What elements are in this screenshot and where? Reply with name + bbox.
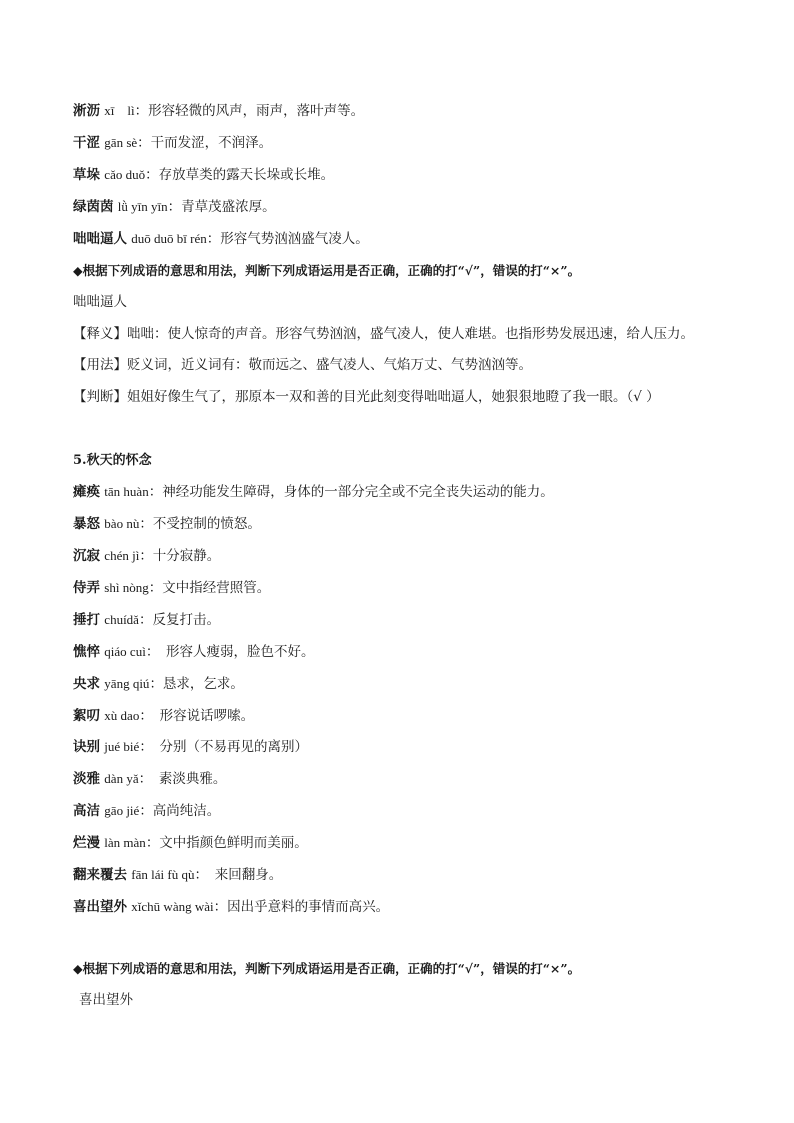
vocab-entry	[73, 802, 220, 820]
vocab-term: 捶打	[73, 612, 100, 628]
vocab-entry	[73, 707, 254, 725]
vocab-entry	[73, 898, 389, 916]
vocab-pinyin: xǐchū wàng wài	[131, 899, 214, 914]
vocab-definition: ：存放草类的露天长垛或长堆。	[145, 167, 335, 183]
vocab-pinyin: gāo jié	[104, 803, 140, 818]
vocab-definition: ： 分别（不易再见的离别）	[139, 739, 309, 755]
vocab-entry	[73, 770, 226, 788]
vocab-term: 沉寂	[73, 548, 100, 564]
vocab-definition: ： 来回翻身。	[194, 867, 283, 883]
vocab-pinyin: bào nù	[104, 516, 140, 531]
vocab-pinyin: yāng qiú	[104, 676, 150, 691]
vocab-entry	[73, 166, 334, 184]
vocab-pinyin: gān sè	[104, 135, 138, 150]
vocab-definition: ： 素淡典雅。	[138, 771, 227, 787]
vocab-entry	[73, 102, 364, 120]
vocab-definition: ：不受控制的愤怒。	[139, 516, 261, 532]
vocab-term: 暴怒	[73, 516, 100, 532]
vocab-term: 央求	[73, 676, 100, 692]
exercise-instruction: ◆根据下列成语的意思和用法，判断下列成语运用是否正确，正确的打“√”，错误的打“×”。	[73, 961, 581, 976]
vocab-pinyin: shì nòng	[104, 580, 149, 595]
vocab-definition: ：因出乎意料的事情而高兴。	[213, 899, 390, 915]
vocab-entry	[73, 611, 220, 629]
vocab-term: 诀别	[73, 739, 100, 755]
exercise-judgment: 【判断】姐姐好像生气了，那原本一双和善的目光此刻变得咄咄逼人，她狠狠地瞪了我一眼。（√ ）	[73, 389, 660, 405]
vocab-entry	[73, 230, 369, 248]
vocab-definition: ：高尚纯洁。	[139, 803, 221, 819]
vocab-definition: ：恳求，乞求。	[149, 676, 244, 692]
vocab-term: 喜出望外	[73, 899, 127, 915]
vocab-term: 高洁	[73, 803, 100, 819]
vocab-pinyin: chén jì	[104, 548, 140, 563]
vocab-pinyin: xī lì	[104, 103, 135, 118]
section-title: 5.秋天的怀念	[73, 453, 152, 468]
vocab-definition: ：十分寂静。	[139, 548, 221, 564]
vocab-term: 淅沥	[73, 103, 100, 119]
vocab-entry	[73, 834, 308, 852]
vocab-pinyin: lǜ yīn yīn	[117, 199, 168, 214]
vocab-pinyin: tān huàn	[104, 484, 149, 499]
vocab-term: 绿茵茵	[73, 199, 114, 215]
vocab-definition: ： 形容说话啰嗦。	[139, 708, 255, 724]
vocab-pinyin: cǎo duǒ	[104, 167, 146, 182]
vocab-term: 侍弄	[73, 580, 100, 596]
exercise-usage: 【用法】贬义词，近义词有：敬而远之、盛气凌人、气焰万丈、气势汹汹等。	[73, 357, 532, 373]
vocab-entry	[73, 483, 554, 501]
vocab-definition: ：青草茂盛浓厚。	[167, 199, 276, 215]
exercise-instruction: ◆根据下列成语的意思和用法，判断下列成语运用是否正确，正确的打“√”，错误的打“×”。	[73, 263, 581, 278]
vocab-definition: ：反复打击。	[138, 612, 220, 628]
vocab-definition: ：文中指颜色鲜明而美丽。	[145, 835, 308, 851]
exercise-idiom: 咄咄逼人	[73, 294, 127, 310]
vocab-pinyin: qiáo cuì	[104, 644, 146, 659]
vocab-term: 草垛	[73, 167, 100, 183]
vocab-term: 翻来覆去	[73, 867, 127, 883]
exercise-meaning: 【释义】咄咄：使人惊奇的声音。形容气势汹汹，盛气凌人，使人难堪。也指形势发展迅速，给人压力。	[73, 326, 694, 342]
vocab-definition: ：形容轻微的风声，雨声，落叶声等。	[134, 103, 365, 119]
vocab-entry	[73, 866, 282, 884]
vocab-entry	[73, 579, 270, 597]
vocab-pinyin: chuídǎ	[104, 612, 139, 627]
vocab-term: 干涩	[73, 135, 100, 151]
vocab-definition: ： 形容人瘦弱，脸色不好。	[145, 644, 315, 660]
vocab-definition: ：干而发涩，不润泽。	[137, 135, 273, 151]
vocab-entry	[73, 198, 276, 216]
vocab-pinyin: jué bié	[104, 739, 140, 754]
vocab-definition: ：形容气势汹汹盛气凌人。	[206, 231, 369, 247]
vocab-entry	[73, 643, 315, 661]
vocab-term: 淡雅	[73, 771, 100, 787]
vocab-entry	[73, 547, 220, 565]
vocab-pinyin: dàn yǎ	[104, 771, 139, 786]
vocab-definition: ：神经功能发生障碍，身体的一部分完全或不完全丧失运动的能力。	[148, 484, 554, 500]
vocab-entry	[73, 134, 272, 152]
vocab-entry	[73, 675, 244, 693]
vocab-term: 瘫痪	[73, 484, 100, 500]
vocab-entry	[73, 515, 261, 533]
vocab-definition: ：文中指经营照管。	[148, 580, 271, 596]
vocab-term: 憔悴	[73, 644, 100, 660]
vocab-term: 烂漫	[73, 835, 100, 851]
vocab-term: 絮叨	[73, 708, 100, 724]
vocab-pinyin: làn màn	[104, 835, 146, 850]
vocab-pinyin: xù dao	[104, 708, 140, 723]
vocab-term: 咄咄逼人	[73, 231, 127, 247]
exercise-idiom: 喜出望外	[79, 992, 133, 1008]
vocab-pinyin: fān lái fù qù	[131, 867, 195, 882]
vocab-entry	[73, 738, 308, 756]
vocab-pinyin: duō duō bī rén	[131, 231, 207, 246]
